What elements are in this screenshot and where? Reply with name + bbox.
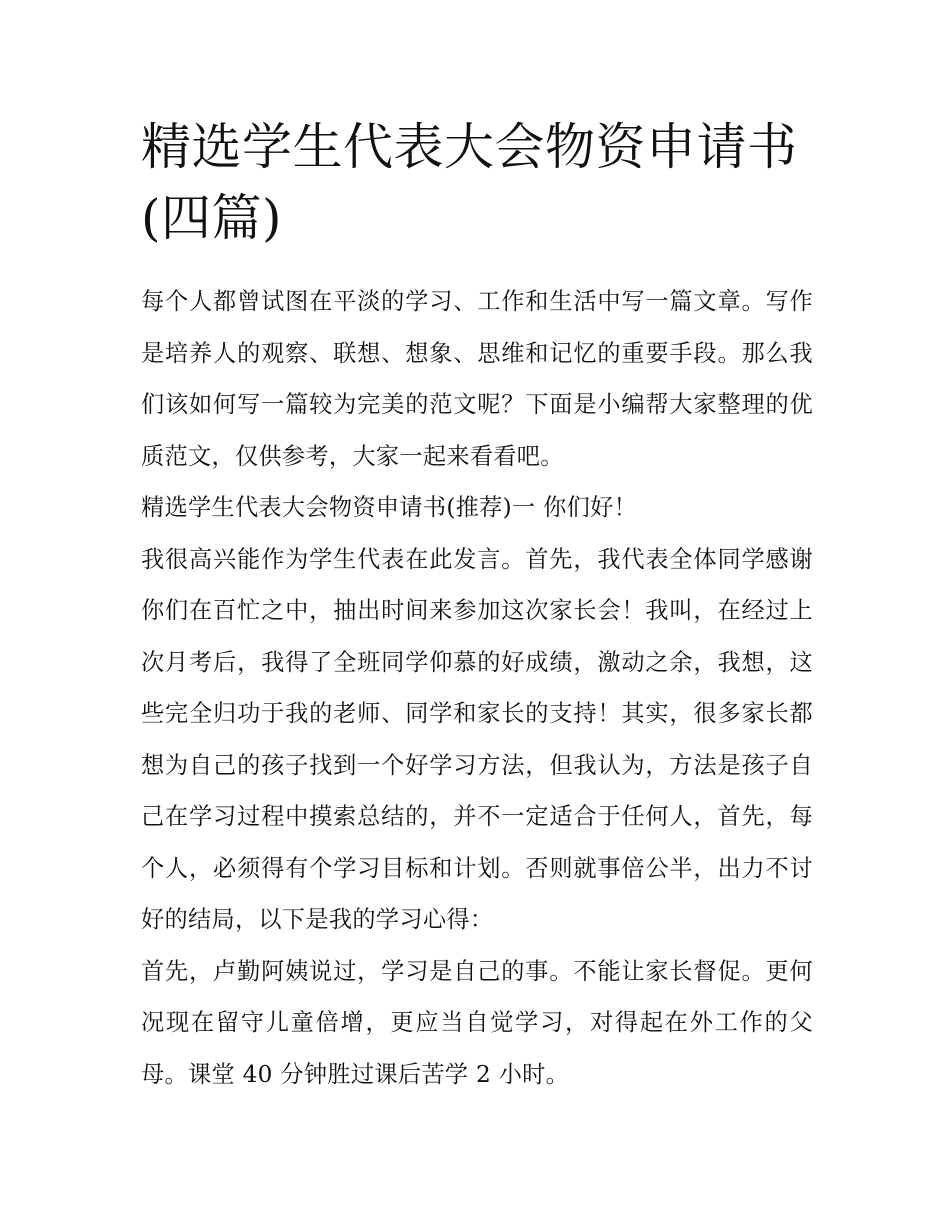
speech-paragraph: 我很高兴能作为学生代表在此发言。首先，我代表全体同学感谢你们在百忙之中，抽出时间来参加这次家长会！我叫，在经过上次月考后，我得了全班同学仰慕的好成绩，激动之余，我想，这些完全归功于我的老师、同学和家长的支持！其实，很多家长都想为自己的孩子找到一个好学习方法，但我认为，方法是孩子自己在学习过程中摸索总结的，并不一定适合于任何人，首先，每个人，必须得有个学习目标和计划。否则就事倍公半，出力不讨好的结局，以下是我的学习心得： bbox=[141, 545, 813, 933]
intro-paragraph: 每个人都曾试图在平淡的学习、工作和生活中写一篇文章。写作是培养人的观察、联想、想象、思维和记忆的重要手段。那么我们该如何写一篇较为完美的范文呢？下面是小编帮大家整理的优质范文，仅供参考，大家一起来看看吧。 bbox=[141, 288, 813, 470]
section-heading-paragraph: 精选学生代表大会物资申请书(推荐)一 你们好！ bbox=[141, 494, 638, 521]
study-tips-paragraph: 首先，卢勤阿姨说过，学习是自己的事。不能让家长督促。更何况现在留守儿童倍增，更应当自觉学习，对得起在外工作的父母。课堂 40 分钟胜过课后苦学 2 小时。 bbox=[141, 957, 813, 1088]
document-body bbox=[141, 112, 813, 1100]
document-title: 精选学生代表大会物资申请书(四篇) bbox=[141, 118, 798, 247]
